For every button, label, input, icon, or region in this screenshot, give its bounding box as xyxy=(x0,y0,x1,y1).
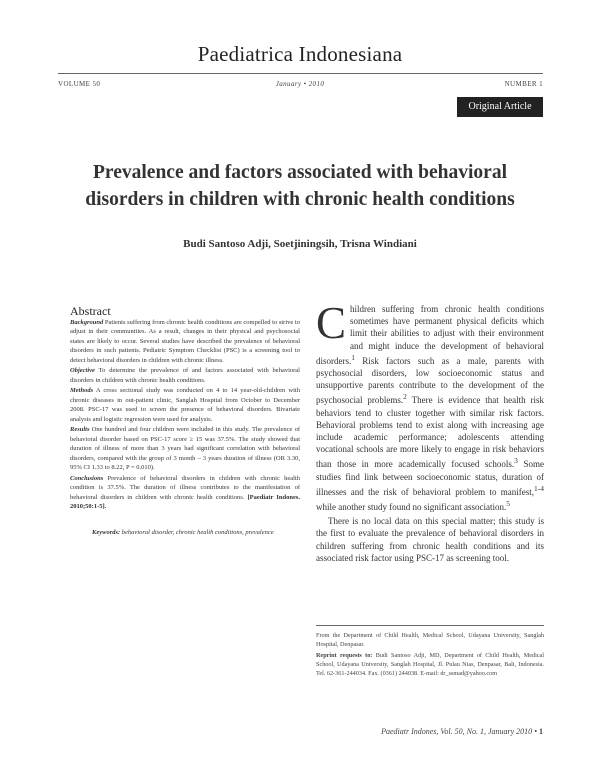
page-number: 1 xyxy=(539,727,543,736)
abstract-section xyxy=(70,304,301,513)
intro-text-4: Some studies find link between socioeconomic status, duration of illnesses and the risk of behavioral problem to manifest, xyxy=(316,459,544,497)
background-text: Patients suffering from chronic health conditions are compelled to strive to adjust in their communities. As a result, changes in their physical and psychosocial states are likely to occur. Several studies have described the prevalence of behavioral disorders in such patients. Pediatric Symptom Checklist (PSC) is a screening tool to detect behavioral disorders in children with chronic illness. xyxy=(70,318,300,364)
methods-text: A cross sectional study was conducted on 4 to 14 year-old-children with chronic diseases in out-patient clinic, Sanglah Hospital from October to December 2008. PSC-17 was used to screen the presence of behavioral disorders. Bivariate analysis and logistic regression were used for analysis. xyxy=(70,387,300,423)
ref-5: 5 xyxy=(506,499,510,509)
keywords-label: Keywords: xyxy=(92,529,121,536)
abstract-background xyxy=(70,318,300,366)
page-footer xyxy=(381,727,543,736)
article-title: Prevalence and factors associated with behavioral disorders in children with chronic health conditions xyxy=(85,162,515,210)
background-label: Background xyxy=(70,318,104,326)
number-label: NUMBER 1 xyxy=(504,80,543,88)
objective-label: Objective xyxy=(70,367,95,374)
affiliation: From the Department of Child Health, Medical School, Udayana University, Sanglah Hospital, Denpasar. xyxy=(316,632,544,648)
volume-label: VOLUME 50 xyxy=(58,80,101,88)
reprint-label: Reprint requests to: xyxy=(316,652,373,659)
header-rule xyxy=(58,73,543,74)
conclusions-label: Conclusions xyxy=(70,474,104,482)
intro-paragraph-1 xyxy=(316,298,544,513)
footer-bullet: • xyxy=(534,727,537,736)
abstract-conclusions xyxy=(70,474,300,512)
methods-label: Methods xyxy=(70,387,94,394)
footnote-rule xyxy=(316,625,544,626)
footer-citation: Paediatr Indones, Vol. 50, No. 1, January 2010 xyxy=(381,727,533,736)
abstract-citation: [Paediatr Indones. 2010;50:1-5]. xyxy=(70,493,301,510)
ref-4: 1-4 xyxy=(534,483,544,493)
conclusions-text: Prevalence of behavioral disorders in children with chronic health condition is 37.5%. The duration of illness contributes to the manifestation of behavioral disorders in children with chronic health conditions. xyxy=(70,474,301,501)
issue-date: January • 2010 xyxy=(275,80,325,88)
reprint-text: Budi Santoso Adji, MD, Department of Child Health, Medical School, Udayana University, Sanglah Hospital, Jl. Pulau Nias, Denpasar, Bali, Indonesia. Tel. 62-361-244034. Fax. (0361) 244038. E-mail: dr_ssmad@yahoo.com xyxy=(316,652,544,677)
ref-3: 3 xyxy=(514,456,518,466)
intro-paragraph-2: There is no local data on this special matter; this study is the first to evaluate the prevalence of behavioral disorders in children suffering from chronic health conditions and its associated risk factor using PSC-17 as screening tool. xyxy=(316,516,544,563)
abstract-methods xyxy=(70,386,300,424)
abstract-heading: Abstract xyxy=(70,304,111,318)
body-text xyxy=(316,298,544,566)
abstract-objective xyxy=(70,366,300,385)
intro-text-1: hildren suffering from chronic health conditions sometimes have permanent physical deficits which limit their abilities to adjust with their environment and might induce the development of behavioral disorders. xyxy=(316,304,544,366)
article-authors: Budi Santoso Adji, Soetjiningsih, Trisna Windiani xyxy=(183,238,417,250)
results-text: One hundred and four children were included in this study. The prevalence of behavioral disorder based on PSC-17 score ≥ 15 was 37.5%. The study showed that duration of illness of more than 3 years had significant correlation with behavioral disorders, compared with the group of 3 month – 3 years duration of illness (OR 3.30, 95% CI 1.33 to 8.22, P = 0.010). xyxy=(70,426,301,471)
keywords xyxy=(92,528,297,538)
ref-2: 2 xyxy=(403,392,407,402)
footnotes xyxy=(316,631,544,680)
intro-text-3: There is evidence that health risk behaviors tend to cluster together with similar risk factors. Behavioral problems tend to exist along with increasing age include academic performance; adolescents attending vocational schools are more likely to engage in risk behaviors than those in more academically focused schools. xyxy=(316,395,544,470)
journal-title: Paediatrica Indonesiana xyxy=(197,42,403,66)
objective-text: To determine the prevalence of and factors associated with behavioral disorders in children with chronic health conditions. xyxy=(70,367,300,384)
keywords-text: behavioral disorder, chronic health conditions, prevalence xyxy=(121,529,274,536)
ref-1: 1 xyxy=(351,352,355,362)
abstract-results xyxy=(70,425,300,473)
reprint-request xyxy=(316,651,544,678)
intro-text-2: Risk factors such as a male, parents with psychosocial disorders, low socioeconomic status and unsupportive parents contribute to the development of the psychosocial problems. xyxy=(316,355,544,406)
drop-cap: C xyxy=(316,298,347,348)
article-type-badge: Original Article xyxy=(457,97,543,117)
results-label: Results xyxy=(70,426,90,433)
intro-text-5: while another study found no significant association. xyxy=(316,502,507,513)
